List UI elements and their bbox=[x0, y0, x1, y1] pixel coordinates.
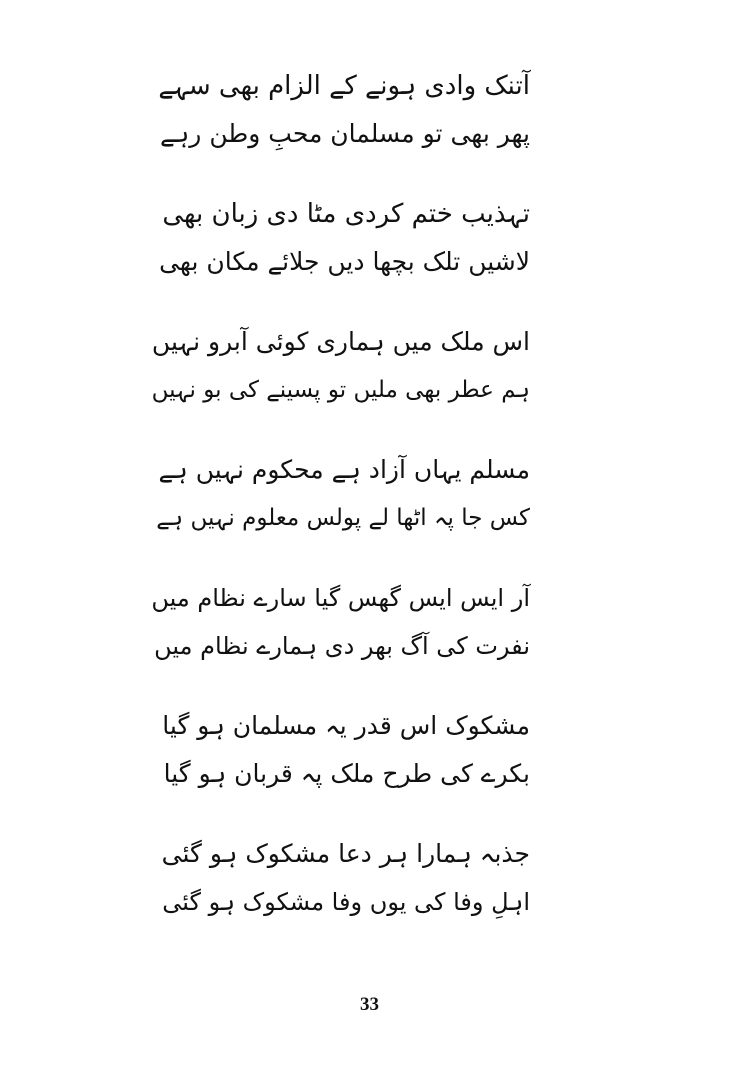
poem-line: تہذیب ختم کردی مٹا دی زبان بھی bbox=[162, 199, 530, 229]
poem-line: ہم عطر بھی ملیں تو پسینے کی بو نہیں bbox=[151, 377, 530, 403]
poem-line: آر ایس ایس گھس گیا سارے نظام میں bbox=[151, 584, 530, 612]
poem bbox=[150, 62, 530, 958]
stanza-5 bbox=[150, 574, 530, 702]
poem-line: کس جا پہ اٹھا لے پولس معلوم نہیں ہے bbox=[156, 505, 530, 531]
poem-line: مسلم یہاں آزاد ہے محکوم نہیں ہے bbox=[158, 455, 530, 484]
poem-line: آتنک وادی ہونے کے الزام بھی سہے bbox=[158, 71, 530, 101]
poem-line: لاشیں تلک بچھا دیں جلائے مکان بھی bbox=[159, 247, 530, 276]
stanza-7 bbox=[150, 830, 530, 958]
poem-line: پھر بھی تو مسلمان محبِ وطن رہے bbox=[160, 119, 530, 148]
poem-line: اس ملک میں ہماری کوئی آبرو نہیں bbox=[151, 327, 530, 356]
poem-line: مشکوک اس قدر یہ مسلمان ہو گیا bbox=[162, 711, 530, 740]
poem-line: اہلِ وفا کی یوں وفا مشکوک ہو گئی bbox=[162, 888, 530, 916]
stanza-6 bbox=[150, 702, 530, 830]
poem-line: جذبہ ہمارا ہر دعا مشکوک ہو گئی bbox=[161, 839, 530, 868]
stanza-4 bbox=[150, 446, 530, 574]
stanza-1 bbox=[150, 62, 530, 190]
poem-line: بکرے کی طرح ملک پہ قربان ہو گیا bbox=[163, 759, 530, 788]
poem-line: نفرت کی آگ بھر دی ہمارے نظام میں bbox=[154, 632, 530, 660]
page-number: 33 bbox=[360, 994, 379, 1015]
stanza-3 bbox=[150, 318, 530, 446]
stanza-2 bbox=[150, 190, 530, 318]
